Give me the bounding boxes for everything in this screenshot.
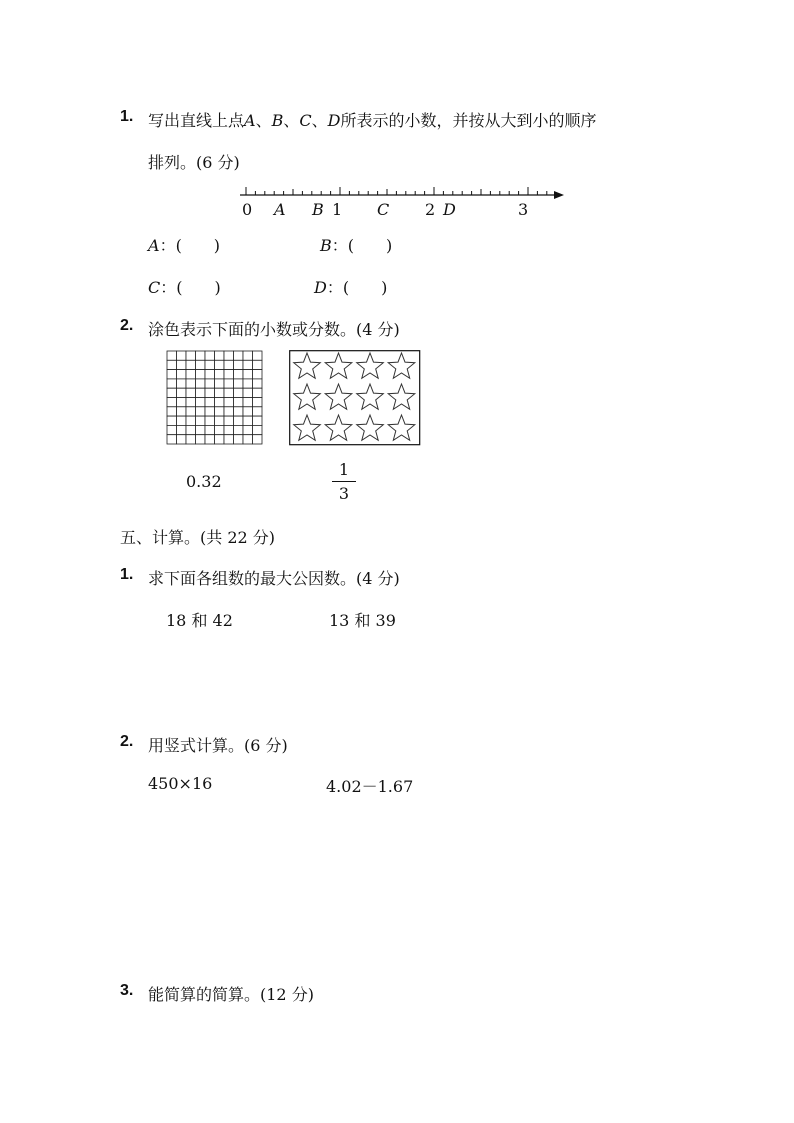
grid-cell[interactable] bbox=[234, 388, 244, 397]
answer-b-blank[interactable]: ：( ) bbox=[331, 236, 393, 255]
grid-cell[interactable] bbox=[167, 370, 177, 379]
grid-cell[interactable] bbox=[224, 388, 234, 397]
star-icon[interactable] bbox=[294, 353, 321, 378]
q1-point-d: D bbox=[327, 111, 341, 130]
grid-cell[interactable] bbox=[177, 351, 187, 360]
grid-cell[interactable] bbox=[224, 407, 234, 416]
s5-q1-text: 求下面各组数的最大公因数。(4 分) bbox=[148, 569, 400, 588]
q2-number: 2. bbox=[120, 317, 134, 334]
star-icon[interactable] bbox=[325, 384, 352, 409]
grid-cell[interactable] bbox=[224, 425, 234, 434]
answer-a-label: A bbox=[148, 236, 160, 255]
star-icon[interactable] bbox=[357, 384, 384, 409]
grid-cell[interactable] bbox=[253, 425, 263, 434]
point-label-a: A bbox=[274, 200, 286, 219]
grid-cell[interactable] bbox=[196, 435, 206, 444]
grid-cell[interactable] bbox=[215, 388, 225, 397]
grid-cell[interactable] bbox=[224, 379, 234, 388]
q1-point-b: B bbox=[271, 111, 284, 130]
hundred-grid[interactable] bbox=[166, 350, 264, 446]
grid-cell[interactable] bbox=[186, 379, 196, 388]
vertical-calc-2: 4.02－1.67 bbox=[326, 777, 414, 796]
grid-cell[interactable] bbox=[234, 379, 244, 388]
grid-cell[interactable] bbox=[186, 425, 196, 434]
star-icon[interactable] bbox=[294, 384, 321, 409]
answer-c[interactable] bbox=[148, 275, 221, 298]
arrow-icon bbox=[554, 191, 564, 199]
grid-cell[interactable] bbox=[205, 360, 215, 369]
grid-cell[interactable] bbox=[243, 360, 253, 369]
grid-cell[interactable] bbox=[215, 416, 225, 425]
fraction-bar bbox=[332, 481, 356, 482]
grid-cell[interactable] bbox=[167, 435, 177, 444]
grid-cell[interactable] bbox=[196, 388, 206, 397]
grid-cell[interactable] bbox=[224, 351, 234, 360]
grid-cell[interactable] bbox=[234, 370, 244, 379]
q1-point-a: A bbox=[244, 111, 256, 130]
grid-cell[interactable] bbox=[234, 425, 244, 434]
grid-cell[interactable] bbox=[186, 388, 196, 397]
star-box[interactable] bbox=[289, 350, 421, 446]
star-icon[interactable] bbox=[357, 353, 384, 378]
s5-q3-text: 能简算的简算。(12 分) bbox=[148, 985, 314, 1004]
grid-cell[interactable] bbox=[196, 425, 206, 434]
q1-sep: 、 bbox=[283, 111, 300, 130]
stars[interactable] bbox=[294, 353, 415, 440]
grid-cell[interactable] bbox=[186, 351, 196, 360]
grid-cell[interactable] bbox=[205, 351, 215, 360]
grid-cell[interactable] bbox=[196, 351, 206, 360]
grid-cell[interactable] bbox=[215, 360, 225, 369]
grid-cell[interactable] bbox=[177, 388, 187, 397]
grid-cell[interactable] bbox=[186, 416, 196, 425]
grid-cell[interactable] bbox=[234, 416, 244, 425]
q2-text: 涂色表示下面的小数或分数。(4 分) bbox=[148, 320, 400, 339]
grid-cell[interactable] bbox=[177, 425, 187, 434]
grid-cell[interactable] bbox=[215, 351, 225, 360]
tick-label-2: 2 bbox=[425, 200, 436, 219]
grid-cell[interactable] bbox=[253, 370, 263, 379]
grid-cell[interactable] bbox=[177, 370, 187, 379]
grid-cell[interactable] bbox=[177, 416, 187, 425]
grid-cell[interactable] bbox=[186, 435, 196, 444]
gcd-item-2: 13 和 39 bbox=[329, 611, 396, 630]
answer-b[interactable] bbox=[320, 233, 392, 256]
grid-cell[interactable] bbox=[186, 407, 196, 416]
grid-cell[interactable] bbox=[224, 360, 234, 369]
q1-sep: 、 bbox=[311, 111, 328, 130]
grid-cell[interactable] bbox=[253, 398, 263, 407]
grid-cell[interactable] bbox=[196, 407, 206, 416]
grid-cell[interactable] bbox=[177, 379, 187, 388]
answer-d-label: D bbox=[314, 278, 327, 297]
grid-cell[interactable] bbox=[215, 379, 225, 388]
gcd-item-1: 18 和 42 bbox=[166, 611, 233, 630]
grid-cell[interactable] bbox=[234, 398, 244, 407]
grid-cell[interactable] bbox=[167, 379, 177, 388]
grid-cells[interactable] bbox=[167, 351, 262, 444]
grid-cell[interactable] bbox=[215, 425, 225, 434]
grid-cell[interactable] bbox=[234, 435, 244, 444]
grid-cell[interactable] bbox=[186, 398, 196, 407]
star-icon[interactable] bbox=[388, 353, 415, 378]
grid-cell[interactable] bbox=[243, 351, 253, 360]
q1-text bbox=[148, 108, 596, 131]
fraction-label bbox=[332, 460, 356, 503]
decimal-label: 0.32 bbox=[186, 472, 222, 491]
point-label-d: D bbox=[443, 200, 456, 219]
grid-cell[interactable] bbox=[205, 425, 215, 434]
grid-cell[interactable] bbox=[196, 398, 206, 407]
section5-title: 五、计算。(共 22 分) bbox=[120, 528, 276, 547]
grid-cell[interactable] bbox=[243, 388, 253, 397]
star-icon[interactable] bbox=[325, 415, 352, 440]
answer-a-blank[interactable]: ：( ) bbox=[159, 236, 221, 255]
grid-cell[interactable] bbox=[167, 407, 177, 416]
tick-label-0: 0 bbox=[242, 200, 253, 219]
star-icon[interactable] bbox=[388, 415, 415, 440]
q1-point-c: C bbox=[299, 111, 312, 130]
grid-cell[interactable] bbox=[196, 360, 206, 369]
grid-cell[interactable] bbox=[177, 360, 187, 369]
grid-cell[interactable] bbox=[215, 370, 225, 379]
grid-cell[interactable] bbox=[253, 435, 263, 444]
grid-cell[interactable] bbox=[205, 435, 215, 444]
answer-d[interactable] bbox=[314, 275, 387, 298]
fraction-denominator: 3 bbox=[338, 484, 350, 503]
grid-cell[interactable] bbox=[234, 360, 244, 369]
grid-cell[interactable] bbox=[253, 388, 263, 397]
s5-q2-number: 2. bbox=[120, 733, 134, 750]
s5-q3-number: 3. bbox=[120, 982, 134, 999]
grid-cell[interactable] bbox=[234, 351, 244, 360]
grid-cell[interactable] bbox=[234, 407, 244, 416]
grid-cell[interactable] bbox=[196, 379, 206, 388]
star-icon[interactable] bbox=[325, 353, 352, 378]
s5-q1-number: 1. bbox=[120, 566, 134, 583]
grid-cell[interactable] bbox=[167, 351, 177, 360]
grid-cell[interactable] bbox=[215, 398, 225, 407]
grid-cell[interactable] bbox=[253, 416, 263, 425]
star-icon[interactable] bbox=[357, 415, 384, 440]
grid-cell[interactable] bbox=[167, 388, 177, 397]
answer-a[interactable] bbox=[148, 233, 220, 256]
grid-cell[interactable] bbox=[253, 351, 263, 360]
point-label-b: B bbox=[312, 200, 324, 219]
q1-text-a: 写出直线上点 bbox=[148, 111, 245, 130]
grid-cell[interactable] bbox=[243, 435, 253, 444]
fraction-numerator: 1 bbox=[338, 460, 350, 479]
grid-cell[interactable] bbox=[205, 370, 215, 379]
star-icon[interactable] bbox=[294, 415, 321, 440]
grid-cell[interactable] bbox=[253, 407, 263, 416]
tick-label-3: 3 bbox=[518, 200, 529, 219]
grid-cell[interactable] bbox=[196, 370, 206, 379]
star-icon[interactable] bbox=[388, 384, 415, 409]
answer-d-blank[interactable]: ：( ) bbox=[326, 278, 388, 297]
point-label-c: C bbox=[377, 200, 390, 219]
grid-cell[interactable] bbox=[224, 435, 234, 444]
grid-cell[interactable] bbox=[243, 407, 253, 416]
grid-cell[interactable] bbox=[177, 435, 187, 444]
grid-cell[interactable] bbox=[205, 388, 215, 397]
grid-cell[interactable] bbox=[243, 398, 253, 407]
grid-cell[interactable] bbox=[253, 360, 263, 369]
grid-cell[interactable] bbox=[205, 398, 215, 407]
grid-cell[interactable] bbox=[224, 370, 234, 379]
grid-cell[interactable] bbox=[243, 370, 253, 379]
grid-cell[interactable] bbox=[205, 416, 215, 425]
grid-cell[interactable] bbox=[215, 435, 225, 444]
number-line-ticks bbox=[246, 187, 547, 195]
q1-text-b: 所表示的小数，并按从大到小的顺序 bbox=[340, 111, 597, 130]
tick-label-1: 1 bbox=[332, 200, 343, 219]
grid-cell[interactable] bbox=[224, 398, 234, 407]
grid-cell[interactable] bbox=[196, 416, 206, 425]
answer-b-label: B bbox=[320, 236, 332, 255]
grid-cell[interactable] bbox=[215, 407, 225, 416]
q1-line2: 排列。(6 分) bbox=[148, 153, 240, 172]
grid-cell[interactable] bbox=[167, 425, 177, 434]
grid-cell[interactable] bbox=[177, 407, 187, 416]
grid-cell[interactable] bbox=[167, 416, 177, 425]
q1-number: 1. bbox=[120, 108, 134, 125]
grid-cell[interactable] bbox=[205, 407, 215, 416]
vertical-calc-1: 450×16 bbox=[148, 774, 213, 793]
grid-cell[interactable] bbox=[167, 360, 177, 369]
grid-cell[interactable] bbox=[167, 398, 177, 407]
grid-cell[interactable] bbox=[186, 370, 196, 379]
grid-cell[interactable] bbox=[253, 379, 263, 388]
answer-c-label: C bbox=[148, 278, 161, 297]
grid-cell[interactable] bbox=[205, 379, 215, 388]
answer-c-blank[interactable]: ：( ) bbox=[160, 278, 221, 297]
grid-cell[interactable] bbox=[243, 425, 253, 434]
s5-q2-text: 用竖式计算。(6 分) bbox=[148, 736, 288, 755]
grid-cell[interactable] bbox=[177, 398, 187, 407]
grid-cell[interactable] bbox=[243, 416, 253, 425]
grid-cell[interactable] bbox=[224, 416, 234, 425]
q1-sep: 、 bbox=[255, 111, 272, 130]
grid-cell[interactable] bbox=[243, 379, 253, 388]
grid-cell[interactable] bbox=[186, 360, 196, 369]
